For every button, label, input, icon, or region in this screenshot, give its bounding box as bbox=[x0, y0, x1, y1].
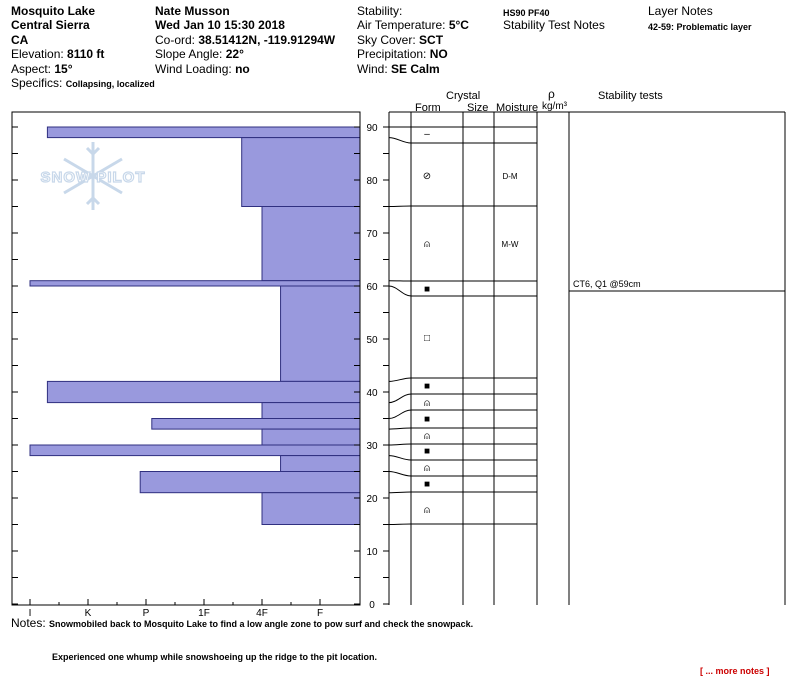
elevation-label: Elevation: bbox=[11, 47, 64, 61]
hardness-bar bbox=[262, 493, 360, 525]
layer-connector bbox=[389, 444, 411, 445]
hardness-bar bbox=[140, 472, 360, 493]
hardness-bars bbox=[30, 127, 360, 525]
slope-label: Slope Angle: bbox=[155, 47, 222, 61]
wind-label: Wind: bbox=[357, 62, 388, 76]
hardness-bar bbox=[281, 286, 360, 381]
size-heading: Size bbox=[467, 101, 488, 115]
location-name: Mosquito Lake bbox=[11, 4, 95, 18]
layer-connector bbox=[389, 206, 411, 207]
precip-label: Precipitation: bbox=[357, 47, 426, 61]
depth-tick-label: 0 bbox=[369, 600, 375, 611]
hardness-tick-label: F bbox=[317, 608, 323, 619]
grain-form-symbol: ⍝ bbox=[424, 398, 430, 409]
notes-line-1: Snowmobiled back to Mosquito Lake to find a low angle zone to pow surf and check the snowpack. bbox=[49, 619, 473, 629]
layer-connector bbox=[389, 410, 411, 419]
layer-connector bbox=[389, 492, 411, 493]
moisture-value: M-W bbox=[502, 240, 519, 249]
layer-connector bbox=[389, 394, 411, 403]
notes-label: Notes: bbox=[11, 616, 46, 630]
depth-tick-label: 70 bbox=[366, 229, 378, 240]
grain-form-column bbox=[423, 129, 519, 516]
hardness-bar bbox=[262, 207, 360, 281]
density-unit: kg/m³ bbox=[542, 100, 567, 114]
sky-label: Sky Cover: bbox=[357, 33, 416, 47]
stability-label: Stability: bbox=[357, 4, 402, 18]
layer-connector bbox=[389, 378, 411, 381]
notes-line-2: Experienced one whump while snowshoeing up the ridge to the pit location. bbox=[52, 650, 377, 664]
layer-connector bbox=[389, 472, 411, 477]
wind-loading-value: no bbox=[235, 62, 250, 76]
layer-connector bbox=[389, 456, 411, 460]
watermark-text: SNOW PILOT bbox=[41, 169, 146, 186]
hardness-tick-label: I bbox=[29, 608, 32, 619]
hardness-tick-label: 1F bbox=[198, 608, 210, 619]
grain-form-symbol: ⍝ bbox=[424, 463, 430, 474]
coord-value: 38.51412N, -119.91294W bbox=[198, 33, 335, 47]
crystal-heading: Crystal bbox=[446, 89, 480, 103]
depth-tick-label: 10 bbox=[366, 547, 378, 558]
depth-tick-label: 60 bbox=[366, 282, 378, 293]
problem-layer-note: 42-59: Problematic layer bbox=[648, 20, 752, 34]
air-temp-value: 5°C bbox=[449, 18, 469, 32]
air-temp-label: Air Temperature: bbox=[357, 18, 445, 32]
layer-connector bbox=[389, 524, 411, 525]
grain-form-symbol: ⍝ bbox=[424, 505, 430, 516]
grain-form-symbol: ■ bbox=[424, 446, 430, 457]
elevation-value: 8110 ft bbox=[67, 47, 104, 61]
grain-form-symbol: ⊘ bbox=[423, 171, 431, 182]
wind-loading-label: Wind Loading: bbox=[155, 62, 232, 76]
layer-connector bbox=[389, 428, 411, 429]
range-name: Central Sierra bbox=[11, 18, 90, 32]
specifics-value: Collapsing, localized bbox=[66, 79, 155, 89]
stability-test-notes-heading: Stability Test Notes bbox=[503, 18, 605, 32]
layer-connector bbox=[389, 138, 411, 143]
observation-datetime: Wed Jan 10 15:30 2018 bbox=[155, 18, 285, 32]
hardness-tick-label: K bbox=[85, 608, 92, 619]
grain-form-symbol: ■ bbox=[424, 414, 430, 425]
grain-form-symbol: ⍝ bbox=[424, 431, 430, 442]
depth-tick-label: 90 bbox=[366, 123, 378, 134]
hardness-bar bbox=[242, 138, 360, 207]
more-notes-link[interactable]: [ ... more notes ] bbox=[700, 664, 770, 678]
depth-tick-label: 40 bbox=[366, 388, 378, 399]
hardness-bar bbox=[47, 381, 360, 402]
grain-form-symbol: – bbox=[424, 129, 430, 140]
stability-tests-heading: Stability tests bbox=[598, 89, 663, 103]
sky-value: SCT bbox=[419, 33, 443, 47]
hardness-bar bbox=[47, 127, 360, 138]
observer-name: Nate Musson bbox=[155, 4, 230, 18]
grain-form-symbol: ■ bbox=[424, 479, 430, 490]
layer-connector bbox=[389, 286, 411, 296]
moisture-heading: Moisture bbox=[496, 101, 538, 115]
coord-label: Co-ord: bbox=[155, 33, 195, 47]
hardness-bar bbox=[262, 429, 360, 445]
hardness-bar bbox=[281, 456, 360, 472]
depth-tick-label: 50 bbox=[366, 335, 378, 346]
stability-test-result: CT6, Q1 @59cm bbox=[573, 279, 641, 289]
depth-tick-label: 80 bbox=[366, 176, 378, 187]
stability-test-column bbox=[569, 279, 785, 291]
aspect-value: 15° bbox=[54, 62, 72, 76]
hardness-bar bbox=[30, 445, 360, 456]
aspect-label: Aspect: bbox=[11, 62, 51, 76]
state-name: CA bbox=[11, 33, 28, 47]
form-heading: Form bbox=[415, 101, 441, 115]
moisture-value: D-M bbox=[502, 172, 517, 181]
wind-value: SE Calm bbox=[391, 62, 440, 76]
hardness-bar bbox=[262, 403, 360, 419]
hardness-bar bbox=[152, 419, 360, 430]
slope-value: 22° bbox=[226, 47, 244, 61]
grain-form-symbol: □ bbox=[424, 333, 430, 344]
hardness-bar bbox=[30, 281, 360, 286]
depth-tick-label: 20 bbox=[366, 494, 378, 505]
specifics-label: Specifics: bbox=[11, 76, 62, 90]
snowpilot-watermark bbox=[41, 142, 146, 210]
hardness-tick-label: P bbox=[143, 608, 150, 619]
notes-row bbox=[11, 616, 473, 631]
hardness-tick-label: 4F bbox=[256, 608, 268, 619]
grain-form-symbol: ■ bbox=[424, 284, 430, 295]
grain-form-symbol: ■ bbox=[424, 381, 430, 392]
layer-notes-heading: Layer Notes bbox=[648, 4, 713, 18]
grain-form-symbol: ⍝ bbox=[424, 239, 430, 250]
hs-pf-value: HS90 PF40 bbox=[503, 6, 550, 20]
depth-tick-label: 30 bbox=[366, 441, 378, 452]
density-symbol: ρ bbox=[548, 87, 555, 101]
precip-value: NO bbox=[430, 47, 448, 61]
